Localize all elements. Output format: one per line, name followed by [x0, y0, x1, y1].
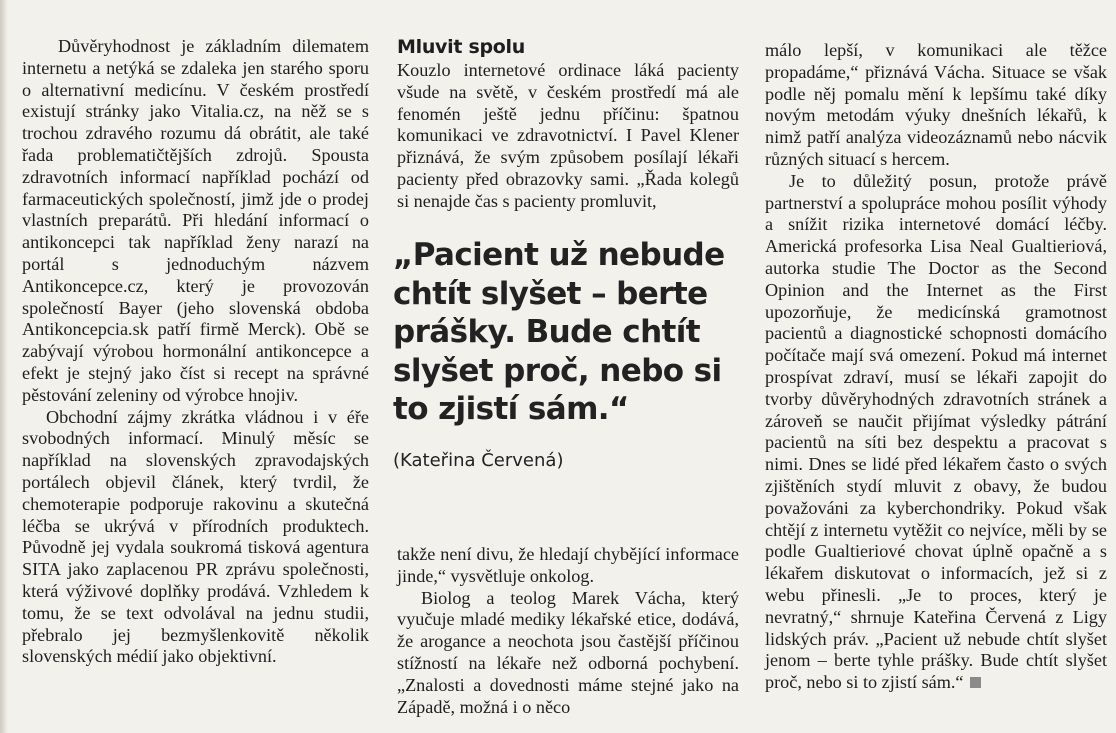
paragraph: málo lepší, v komunikaci ale těžce propadáme,“ přiznává Vácha. Situace se však podle něj pomalu mění k lepšímu také díky novým metodám výuky dnešních lékařů, k nimž patří analýza videozáznamů nebo nácvik různých situací s hercem. [765, 40, 1107, 169]
paragraph: Biolog a teolog Marek Vácha, který vyučuje mladé mediky lékařské etice, dodává, že arogance a neochota jsou častější příčinou stížností na lékaře než odborná pochybení. „Znalosti a dovednosti máme stejné jako na Západě, možná i o něco [397, 587, 739, 717]
paragraph-final [765, 171, 1107, 694]
article-column-2-continued [397, 544, 739, 718]
article-column-1 [22, 36, 369, 668]
paragraph-text: Je to důležitý posun, protože právě partnerství a spolupráce mohou posílit výhody a snížit rizika internetové domácí léčby. Americká profesorka Lisa Neal Gualtieriová, autorka studie The Doctor as the Second Opinion and the Internet as the First upozorňuje, že medicínská gramotnost pacientů a diagnostické schopnosti domácího počítače mají svá omezení. Pokud má internet prospívat zdraví, musí se lékaři zapojit do tvorby důvěryhodných zdravotních stránek a zároveň se naučit přijímat výsledky pátrání pacientů na síti bez despektu a pracovat s nimi. Dnes se lidé před lékařem často o svých zjištěních stydí mluvit z obavy, že budou považováni za kyberchondriky. Pokud však chtějí z internetu vytěžit co nejvíce, měli by se podle Gualtieriové chovat úplně opačně a s lékařem diskutovat o informacích, jež si z webu přinesli. „Je to proces, který je nevratný,“ shrnuje Kateřina Červená z Ligy lidských práv. „Pacient už nebude chtít slyšet jenom – berte tyhle prášky. Bude chtít slyšet proč, nebo si to zjistí sám.“ [765, 170, 1107, 693]
paragraph: Obchodní zájmy zkrátka vládnou i v éře svobodných informací. Minulý měsíc se například na slovenských zpravodajských portálech objevil článek, který tvrdil, že chemoterapie podporuje rakovinu a skutečná léčba se ukrývá v přírodních produktech. Původně jej vydala soukromá tisková agentura SITA jako zaplacenou PR zprávu společnosti, která výživové doplňky prodává. Vzhledem k tomu, že se text odvolával na jednu studii, přebralo jej bezmyšlenkovitě několik slovenských médií jako objektivní. [22, 406, 369, 667]
end-square-icon [970, 677, 981, 688]
paragraph: Kouzlo internetové ordinace láká pacienty všude na světě, v českém prostředí má ale fenomén ještě jednu příčinu: špatnou komunikaci ve zdravotnictví. I Pavel Klener přiznává, že svým způsobem posílají lékaři pacienty před obrazovky sami. „Řada kolegů si nenajde čas s pacienty promluvit, [397, 60, 739, 211]
page-gutter-shadow [0, 0, 8, 733]
section-subheading: Mluvit spolu [397, 36, 525, 58]
pull-quote: „Pacient už nebude chtít slyšet – berte prášky. Bude chtít slyšet proč, nebo si to zjistí sám.“ [393, 237, 725, 427]
article-column-3 [765, 40, 1107, 694]
paragraph: takže není divu, že hledají chybějící informace jinde,“ vysvětluje onkolog. [397, 544, 739, 586]
article-column-2 [397, 36, 739, 213]
paragraph: Důvěryhodnost je základním dilematem internetu a netýká se zdaleka jen starého sporu o alternativní medicínu. V českém prostředí existují stránky jako Vitalia.cz, na něž se s trochou zdravého rozumu dá obrátit, ale také řada problematičtějších zdrojů. Spousta zdravotních informací například pochází od farmaceutických společností, jimž jde o prodej vlastních preparátů. Při hledání informací o antikoncepci tak například ženy narazí na portál s jednoduchým názvem Antikoncepce.cz, který je provozován společností Bayer (jeho slovenská obdoba Antikoncepcia.sk patří firmě Merck). Obě se zabývají výrobou hormonální antikoncepce a efekt je stejný jako číst si recept na správné pěstování zeleniny od výrobce hnojiv. [22, 36, 369, 405]
pull-quote-author: (Kateřina Červená) [393, 450, 564, 471]
